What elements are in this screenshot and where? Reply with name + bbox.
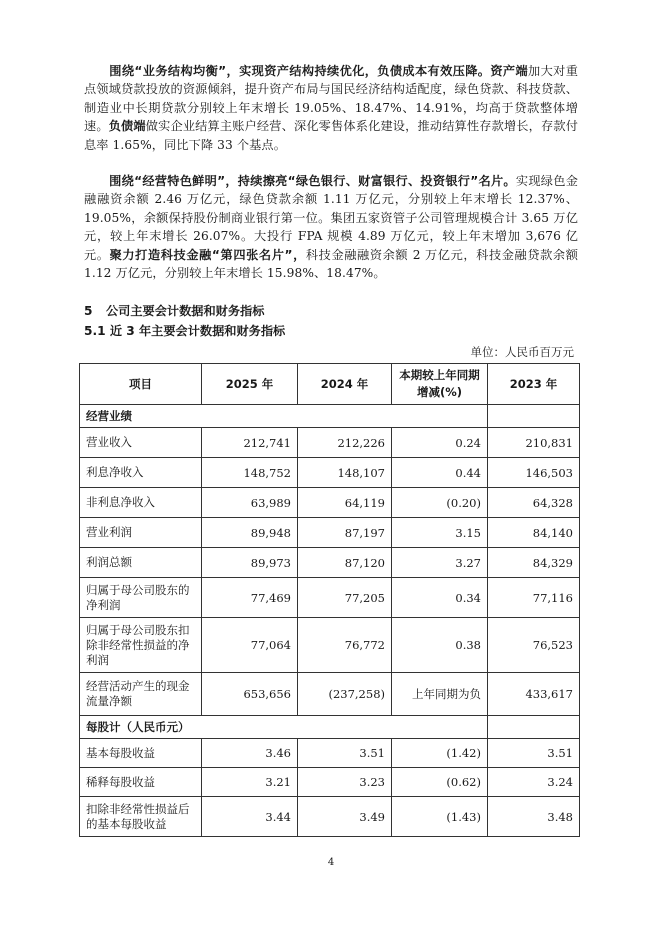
- value-2025: 77,469: [202, 578, 298, 618]
- page-number: 4: [327, 857, 335, 868]
- value-2023: 64,328: [488, 488, 580, 518]
- value-2024: 3.49: [298, 797, 392, 837]
- value-2025: 89,948: [202, 518, 298, 548]
- row-label: 稀释每股收益: [80, 768, 202, 797]
- row-label: 营业利润: [80, 518, 202, 548]
- value-2024: 3.23: [298, 768, 392, 797]
- value-2024: 76,772: [298, 618, 392, 673]
- row-label: 经营活动产生的现金流量净额: [80, 673, 202, 716]
- value-change: 0.24: [392, 428, 488, 458]
- table-row: [80, 618, 580, 673]
- row-label: 扣除非经常性损益后的基本每股收益: [80, 797, 202, 837]
- table-row: [80, 768, 580, 797]
- unit-label: 单位：人民币百万元: [470, 345, 574, 359]
- value-2024: 64,119: [298, 488, 392, 518]
- value-2023: 76,523: [488, 618, 580, 673]
- header-change: 本期较上年同期增减(%): [392, 364, 488, 405]
- financial-data-table: [79, 363, 580, 837]
- table-cell-empty: [488, 405, 580, 428]
- para1-bold-lead: 围绕“业务结构均衡”，实现资产结构持续优化，负债成本有效压降。: [109, 64, 491, 78]
- value-2025: 63,989: [202, 488, 298, 518]
- value-2024: 148,107: [298, 458, 392, 488]
- row-label: 营业收入: [80, 428, 202, 458]
- table-row: [80, 673, 580, 716]
- value-2024: 212,226: [298, 428, 392, 458]
- para1-bold-asset: 资产端: [490, 64, 529, 78]
- value-change: (0.20): [392, 488, 488, 518]
- row-label: 基本每股收益: [80, 739, 202, 768]
- table-row: [80, 548, 580, 578]
- value-change: 0.34: [392, 578, 488, 618]
- value-2025: 3.46: [202, 739, 298, 768]
- header-2023: 2023 年: [488, 364, 580, 405]
- value-2024: 87,120: [298, 548, 392, 578]
- value-2025: 653,656: [202, 673, 298, 716]
- section-number: 5: [84, 304, 93, 318]
- section-row-operating-results: [80, 405, 580, 428]
- value-change: 0.38: [392, 618, 488, 673]
- table-row: [80, 578, 580, 618]
- value-2024: 77,205: [298, 578, 392, 618]
- section-label: 每股计（人民币元）: [80, 716, 488, 739]
- para2-text-tech: 科技金融融资余额 2 万亿元，科技金融贷款余额 1.12 万亿元，分别较上年末增长 15.98%、18.47%。: [84, 247, 579, 281]
- paragraph-asset-liability: [84, 62, 578, 154]
- value-2025: 148,752: [202, 458, 298, 488]
- table-row: [80, 797, 580, 837]
- row-label: 归属于母公司股东的净利润: [80, 578, 202, 618]
- value-2024: 3.51: [298, 739, 392, 768]
- value-2023: 84,329: [488, 548, 580, 578]
- table-row: [80, 458, 580, 488]
- value-2025: 3.44: [202, 797, 298, 837]
- table-row: [80, 518, 580, 548]
- header-2025: 2025 年: [202, 364, 298, 405]
- table-row: [80, 428, 580, 458]
- para2-bold-lead: 围绕“经营特色鲜明”，持续擦亮“绿色银行、财富银行、投资银行”名片。: [109, 174, 516, 188]
- para1-text-liability: 做实企业结算主账户经营、深化零售体系化建设，推动结算性存款增长，存款付息率 1.65%，同比下降 33 个基点。: [84, 119, 578, 152]
- header-2024: 2024 年: [298, 364, 392, 405]
- value-change: (1.43): [392, 797, 488, 837]
- para2-bold-tech: 聚力打造科技金融“第四张名片”，: [109, 247, 306, 262]
- value-2023: 84,140: [488, 518, 580, 548]
- row-label: 利息净收入: [80, 458, 202, 488]
- value-2023: 3.24: [488, 768, 580, 797]
- table-row: [80, 739, 580, 768]
- section-label: 经营业绩: [80, 405, 488, 428]
- subsection-heading: [84, 322, 285, 339]
- value-2023: 433,617: [488, 673, 580, 716]
- section-heading: [84, 302, 264, 319]
- value-change: 上年同期为负: [392, 673, 488, 716]
- row-label: 非利息净收入: [80, 488, 202, 518]
- subsection-title: 近 3 年主要会计数据和财务指标: [109, 324, 286, 338]
- value-2023: 3.51: [488, 739, 580, 768]
- paragraph-business-features: [84, 172, 578, 282]
- header-item: 项目: [80, 364, 202, 405]
- row-label: 归属于母公司股东扣除非经常性损益的净利润: [80, 618, 202, 673]
- value-change: 0.44: [392, 458, 488, 488]
- row-label: 利润总额: [80, 548, 202, 578]
- value-2025: 89,973: [202, 548, 298, 578]
- para2-text-green: 实现绿色金融融资余额 2.46 万亿元，绿色贷款余额 1.11 万亿元，分别较上年末增长 12.37%、19.05%，余额保持股份制商业银行第一位。集团五家资管子公司管理规模合计 3.65 万亿元，较上年末增长 26.07%。大投行 FPA 规模 4.89 万亿元，较上年末增加 3,676 亿元。: [84, 174, 578, 262]
- value-change: 3.15: [392, 518, 488, 548]
- value-2025: 212,741: [202, 428, 298, 458]
- value-change: 3.27: [392, 548, 488, 578]
- value-2023: 146,503: [488, 458, 580, 488]
- subsection-number: 5.1: [84, 324, 106, 338]
- value-2023: 3.48: [488, 797, 580, 837]
- value-2023: 77,116: [488, 578, 580, 618]
- value-2023: 210,831: [488, 428, 580, 458]
- table-row: [80, 488, 580, 518]
- section-title: 公司主要会计数据和财务指标: [106, 304, 265, 318]
- value-change: (1.42): [392, 739, 488, 768]
- para1-text-asset: 加大对重点领域贷款投放的资源倾斜，提升资产布局与国民经济结构适配度，绿色贷款、科技贷款、制造业中长期贷款分别较上年末增长 19.05%、18.47%、14.91%，均高于贷款整体增速。: [84, 64, 578, 134]
- value-2024: 87,197: [298, 518, 392, 548]
- table-header-row: [80, 364, 580, 405]
- para1-bold-liability: 负债端: [108, 119, 146, 134]
- value-2025: 3.21: [202, 768, 298, 797]
- value-2024: (237,258): [298, 673, 392, 716]
- table-cell-empty: [488, 716, 580, 739]
- section-row-per-share: [80, 716, 580, 739]
- value-change: (0.62): [392, 768, 488, 797]
- value-2025: 77,064: [202, 618, 298, 673]
